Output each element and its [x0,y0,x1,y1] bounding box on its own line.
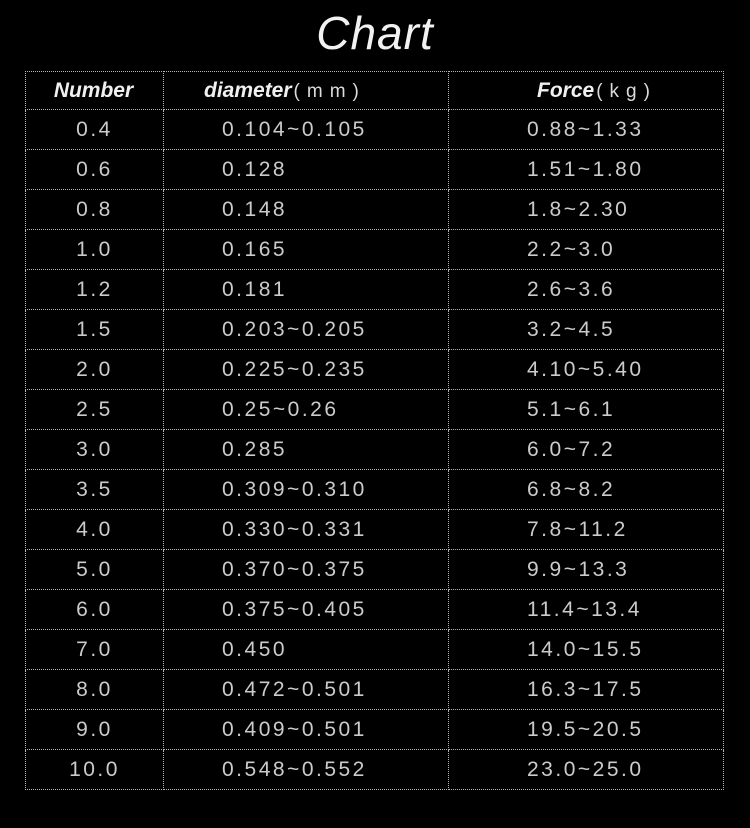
number-cell: 2.5 [26,390,164,430]
force-cell: 5.1~6.1 [449,390,724,430]
number-cell: 1.5 [26,310,164,350]
number-cell: 0.8 [26,190,164,230]
force-cell: 6.8~8.2 [449,470,724,510]
number-cell: 2.0 [26,350,164,390]
force-cell: 7.8~11.2 [449,510,724,550]
diameter-cell: 0.409~0.501 [164,710,449,750]
table-body [26,110,724,790]
force-cell: 11.4~13.4 [449,590,724,630]
number-cell: 0.4 [26,110,164,150]
diameter-cell: 0.128 [164,150,449,190]
number-cell: 9.0 [26,710,164,750]
diameter-cell: 0.370~0.375 [164,550,449,590]
diameter-cell: 0.148 [164,190,449,230]
spec-table [25,71,724,790]
table-row [26,590,724,630]
column-header-force-label: Force [537,78,595,102]
force-cell: 2.6~3.6 [449,270,724,310]
table-row [26,750,724,790]
page-title: Chart [316,7,434,59]
number-cell: 1.0 [26,230,164,270]
number-cell: 8.0 [26,670,164,710]
diameter-cell: 0.375~0.405 [164,590,449,630]
column-header-diameter-label: diameter [204,78,292,102]
number-cell: 4.0 [26,510,164,550]
table-row [26,390,724,430]
table-row [26,630,724,670]
number-cell: 6.0 [26,590,164,630]
diameter-cell: 0.181 [164,270,449,310]
force-cell: 3.2~4.5 [449,310,724,350]
table-row [26,270,724,310]
diameter-cell: 0.225~0.235 [164,350,449,390]
force-cell: 1.8~2.30 [449,190,724,230]
table-row [26,150,724,190]
header-row [26,72,724,110]
table-row [26,350,724,390]
diameter-cell: 0.330~0.331 [164,510,449,550]
diameter-cell: 0.104~0.105 [164,110,449,150]
force-cell: 0.88~1.33 [449,110,724,150]
number-cell: 5.0 [26,550,164,590]
table-row [26,430,724,470]
diameter-cell: 0.309~0.310 [164,470,449,510]
column-header-diameter-unit: (mm) [293,80,366,102]
number-cell: 3.5 [26,470,164,510]
number-cell: 1.2 [26,270,164,310]
column-header-force-unit: (kg) [596,80,657,102]
table-row [26,550,724,590]
column-header-diameter [164,72,449,110]
number-cell: 3.0 [26,430,164,470]
force-cell: 4.10~5.40 [449,350,724,390]
table-row [26,110,724,150]
table-row [26,230,724,270]
diameter-cell: 0.450 [164,630,449,670]
column-header-force [449,72,724,110]
diameter-cell: 0.25~0.26 [164,390,449,430]
number-cell: 7.0 [26,630,164,670]
diameter-cell: 0.472~0.501 [164,670,449,710]
table-row [26,710,724,750]
force-cell: 9.9~13.3 [449,550,724,590]
table-row [26,510,724,550]
force-cell: 6.0~7.2 [449,430,724,470]
diameter-cell: 0.548~0.552 [164,750,449,790]
force-cell: 1.51~1.80 [449,150,724,190]
column-header-number-label: Number [53,78,134,102]
force-cell: 14.0~15.5 [449,630,724,670]
table-row [26,190,724,230]
force-cell: 16.3~17.5 [449,670,724,710]
number-cell: 0.6 [26,150,164,190]
table-row [26,470,724,510]
force-cell: 19.5~20.5 [449,710,724,750]
number-cell: 10.0 [26,750,164,790]
table-row [26,310,724,350]
table-row [26,670,724,710]
column-header-number [26,72,164,110]
diameter-cell: 0.203~0.205 [164,310,449,350]
table-header [26,72,724,110]
force-cell: 23.0~25.0 [449,750,724,790]
force-cell: 2.2~3.0 [449,230,724,270]
diameter-cell: 0.165 [164,230,449,270]
diameter-cell: 0.285 [164,430,449,470]
